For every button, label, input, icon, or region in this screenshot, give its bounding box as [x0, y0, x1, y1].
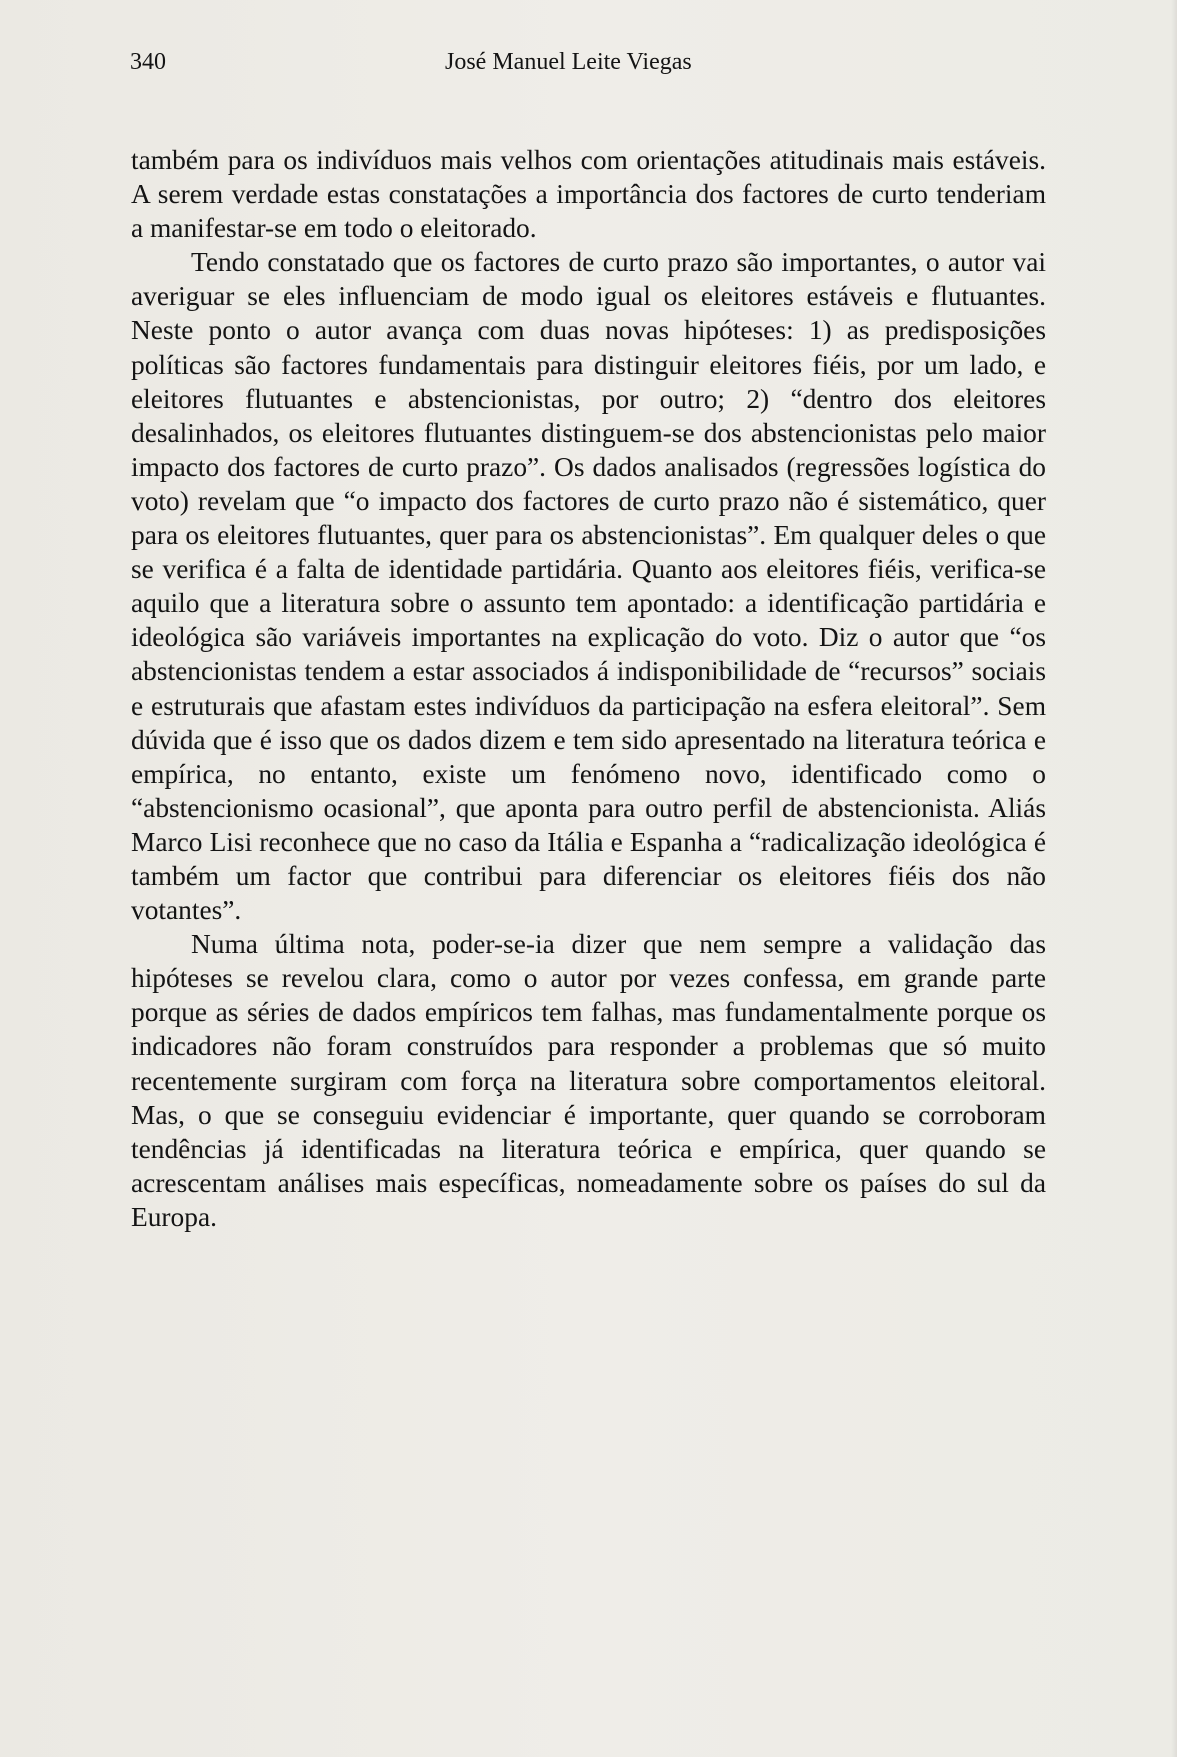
page-edge-shadow — [1171, 0, 1177, 1757]
page-number: 340 — [130, 49, 166, 75]
body-text — [131, 143, 1046, 1234]
paragraph: Numa última nota, poder-se-ia dizer que nem sempre a validação das hipóteses se revelou clara, como o autor por vezes confessa, em grande parte porque as séries de dados empíricos tem falhas, mas fundamentalmente porque os indicadores não foram construídos para responder a problemas que só muito recentemente surgiram com força na literatura sobre comportamentos eleitoral. Mas, o que se conseguiu evidenciar é importante, quer quando se corroboram tendências já identificadas na literatura teórica e empírica, quer quando se acrescentam análises mais específicas, nomeadamente sobre os países do sul da Europa. — [131, 929, 1046, 1232]
paragraph: Tendo constatado que os factores de curto prazo são importantes, o autor vai averiguar se eles influenciam de modo igual os eleitores estáveis e flutuantes. Neste ponto o autor avança com duas novas hipóteses: 1) as predisposições políticas são factores fundamentais para distinguir eleitores fiéis, por um lado, e eleitores flutuantes e abstencionistas, por outro; 2) “dentro dos eleitores desalinhados, os eleitores flutuantes distinguem-se dos abstencionistas pelo maior impacto dos factores de curto prazo”. Os dados analisados (regressões logística do voto) revelam que “o impacto dos factores de curto prazo não é sistemático, quer para os eleitores flutuantes, quer para os abstencionistas”. Em qualquer deles o que se verifica é a falta de identidade partidária. Quanto aos eleitores fiéis, verifica-se aquilo que a literatura sobre o assunto tem apontado: a identificação partidária e ideológica são variáveis importantes na explicação do voto. Diz o autor que “os abstencionistas tendem a estar associados á indisponibilidade de “recursos” sociais e estruturais que afastam estes indivíduos da participação na esfera eleitoral”. Sem dúvida que é isso que os dados dizem e tem sido apresentado na literatura teórica e empírica, no entanto, existe um fenómeno novo, identificado como o “abstencionismo ocasional”, que aponta para outro perfil de abstencionista. Aliás Marco Lisi reconhece que no caso da Itália e Espanha a “radicalização ideológica é também um factor que contribui para diferenciar os eleitores fiéis dos não votantes”. — [131, 247, 1046, 926]
paragraph-continuation: também para os indivíduos mais velhos com orientações atitudinais mais estáveis. A serem verdade estas constatações a importância dos factores de curto tenderiam a manifestar-se em todo o eleitorado. — [131, 145, 1046, 244]
running-head-author: José Manuel Leite Viegas — [445, 49, 692, 75]
running-head — [130, 44, 1050, 80]
